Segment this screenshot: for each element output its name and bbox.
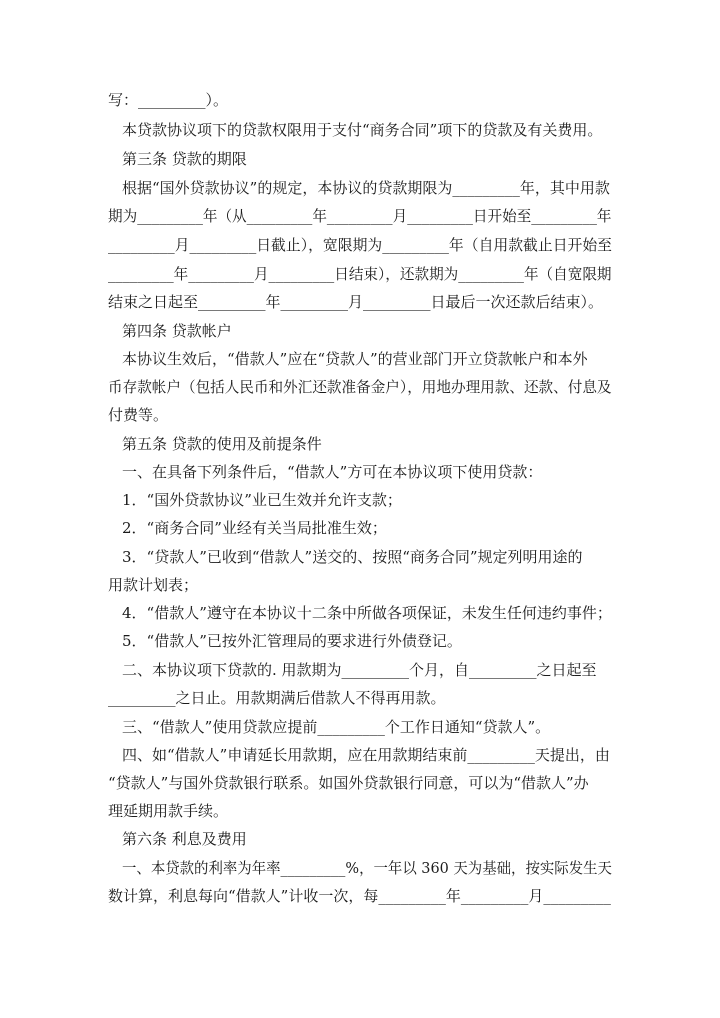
list-item: 4．“借款人”遵守在本协议十二条中所做各项保证，未发生任何违约事件； — [122, 604, 612, 622]
text-line: 一、在具备下列条件后，“借款人”方可在本协议项下使用贷款： — [122, 463, 543, 481]
text-line: “贷款人”与国外贷款银行联系。如国外贷款银行同意，可以为“借款人”办 — [108, 774, 589, 792]
text-line: 写：_________）。 — [108, 91, 229, 109]
text-line: 付费等。 — [108, 406, 169, 424]
section-heading: 第三条 贷款的期限 — [122, 150, 247, 168]
text-line: 币存款帐户（包括人民币和外汇还款准备金户），用地办理用款、还款、付息及 — [108, 378, 612, 396]
section-heading: 第六条 利息及费用 — [122, 830, 247, 848]
list-item: 3．“贷款人”已收到“借款人”送交的、按照“商务合同”规定列明用途的 — [122, 548, 583, 566]
section-heading: 第五条 贷款的使用及前提条件 — [122, 435, 322, 453]
text-line: 本协议生效后，“借款人”应在“贷款人”的营业部门开立贷款帐户和本外 — [122, 350, 588, 368]
section-heading: 第四条 贷款帐户 — [122, 322, 232, 340]
text-line: _________之日止。用款期满后借款人不得再用款。 — [108, 689, 446, 707]
text-line: 结束之日起至_________年_________月_________日最后一次还款后结束）。 — [108, 293, 604, 311]
list-item: 1．“国外贷款协议”业已生效并允许支款； — [122, 491, 402, 509]
text-line: 数计算，利息每向“借款人”计收一次，每_________年_________月_________ — [108, 887, 611, 905]
text-line: _________年_________月_________日结束），还款期为_________年（自宽限期 — [108, 265, 612, 283]
text-line: 一、本贷款的利率为年率_________%，一年以 360 天为基础，按实际发生天 — [122, 859, 612, 877]
text-line: 四、如“借款人”申请延长用款期，应在用款期结束前_________天提出，由 — [122, 746, 610, 764]
list-item: 2．“商务合同”业经有关当局批准生效； — [122, 519, 387, 537]
text-line: 根据“国外贷款协议”的规定，本协议的贷款期限为_________年，其中用款 — [122, 179, 610, 197]
text-line: 期为_________年（从_________年_________月_________日开始至_________年 — [108, 207, 612, 225]
text-line: 三、“借款人”使用贷款应提前_________个工作日通知“贷款人”。 — [122, 718, 551, 736]
text-line: 本贷款协议项下的贷款权限用于支付“商务合同”项下的贷款及有关费用。 — [122, 121, 603, 139]
text-line: 用款计划表； — [108, 576, 199, 594]
text-line: 二、本协议项下贷款的. 用款期为_________个月，自_________之日起至 — [122, 661, 597, 679]
list-item: 5．“借款人”已按外汇管理局的要求进行外债登记。 — [122, 632, 462, 650]
text-line: 理延期用款手续。 — [108, 802, 229, 820]
text-line: _________月_________日截止），宽限期为_________年（自用款截止日开始至 — [108, 236, 612, 254]
